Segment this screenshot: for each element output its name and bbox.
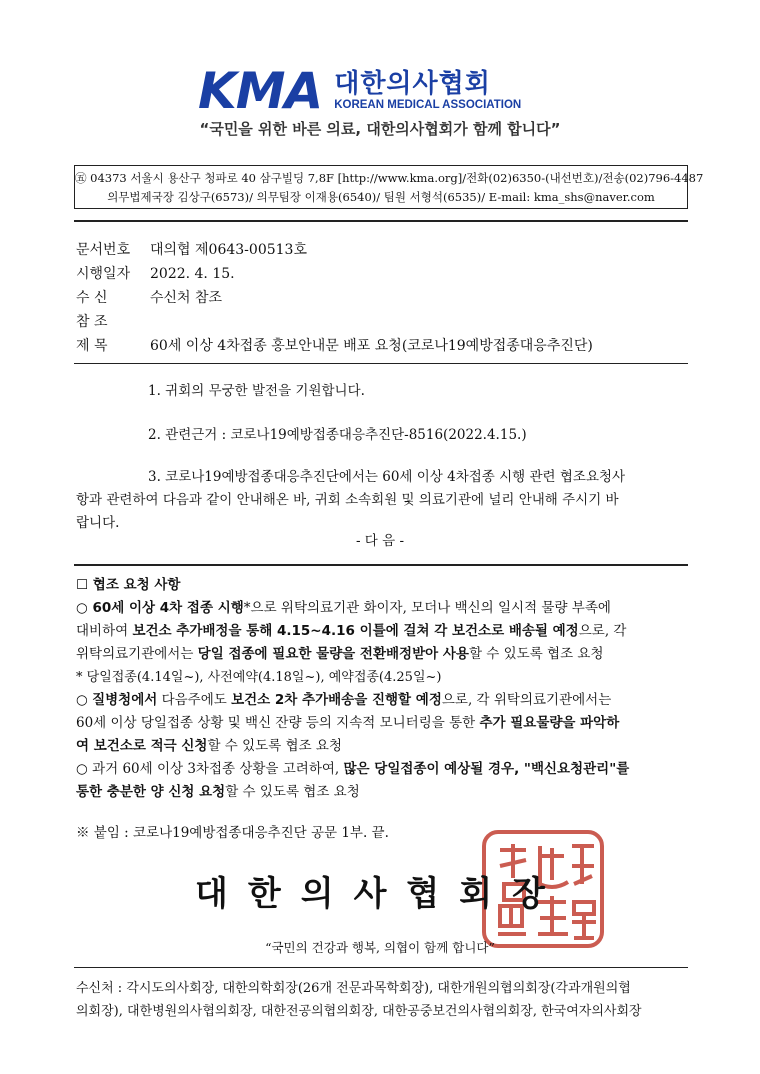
subject-label: 제 목	[76, 338, 108, 354]
body-paragraph-3-line-1: 3. 코로나19예방접종대응추진단에서는 60세 이상 4차접종 시행 관련 협조요청사	[148, 469, 626, 485]
recipient-label: 수 신	[76, 290, 108, 306]
request-item-1-line-1: ○ 60세 이상 4차 접종 시행*으로 위탁의료기관 화이자, 모더나 백신의 일시적 물량 부족에	[76, 600, 611, 616]
header-rule	[74, 220, 688, 222]
kma-logo	[198, 62, 522, 120]
doc-number-value: 대의협 제0643-00513호	[150, 242, 307, 258]
subject-value: 60세 이상 4차접종 홍보안내문 배포 요청(코로나19예방접종대응추진단)	[150, 338, 593, 354]
address-line-2: 의무법제국장 김상구(6573)/ 의무팀장 이재용(6540)/ 팀원 서형석(6535)/ E-mail: kma_shs@naver.com	[107, 190, 655, 204]
logo-english-name: KOREAN MEDICAL ASSOCIATION	[334, 99, 522, 111]
request-item-3-line-2: 통한 충분한 양 신청 요청할 수 있도록 협조 요청	[76, 784, 360, 800]
request-item-2-line-3: 여 보건소로 적극 신청할 수 있도록 협조 요청	[76, 738, 343, 754]
meta-rule	[74, 363, 688, 364]
body-paragraph-3-line-2: 항과 관련하여 다음과 같이 안내해온 바, 귀회 소속회원 및 의료기관에 널리 안내해 주시기 바	[76, 492, 619, 508]
body-paragraph-1: 1. 귀회의 무궁한 발전을 기원합니다.	[148, 383, 365, 399]
request-item-1-note: * 당일접종(4.14일~), 사전예약(4.18일~), 예약접종(4.25일~)	[76, 670, 442, 685]
date-value: 2022. 4. 15.	[150, 266, 235, 282]
doc-number-label: 문서번호	[76, 242, 131, 258]
closing-motto: “국민의 건강과 행복, 의협이 함께 합니다”	[265, 940, 495, 955]
recipients-line-2: 의회장), 대한병원의사협의회장, 대한전공의협의회장, 대한공중보건의사협의회장, 한국여자의사회장	[76, 1004, 642, 1019]
address-line-1: ㊄ 04373 서울시 용산구 청파로 40 삼구빌딩 7,8F [http://www.kma.org]/전화(02)6350-(내선번호)/전송(02)796-4487	[75, 171, 704, 185]
recipient-value: 수신처 참조	[150, 290, 223, 306]
request-item-2-line-2: 60세 이상 당일접종 상황 및 백신 잔량 등의 지속적 모니터링을 통한 추가 필요물량을 파악하	[76, 715, 620, 731]
requests-heading: ☐ 협조 요청 사항	[76, 577, 181, 593]
signer-title: 대한의사협회장	[195, 874, 565, 914]
requests-rule	[74, 564, 688, 566]
meta-date	[76, 264, 235, 285]
slogan: “국민을 위한 바른 의료, 대한의사협회가 함께 합니다”	[199, 120, 561, 138]
logo-mark: KMA	[198, 62, 323, 120]
recipients-line-1: 수신처 : 각시도의사회장, 대한의학회장(26개 전문과목학회장), 대한개원의협의회장(각과개원의협	[76, 981, 631, 996]
request-item-1-line-3: 위탁의료기관에서는 당일 접종에 필요한 물량을 전환배정받아 사용할 수 있도록 협조 요청	[76, 646, 604, 662]
reference-label: 참 조	[76, 314, 108, 330]
footer-rule	[74, 967, 688, 968]
request-item-3-line-1: ○ 과거 60세 이상 3차접종 상황을 고려하여, 많은 당일접종이 예상될 경우, "백신요청관리"를	[76, 761, 630, 777]
meta-recipient	[76, 288, 222, 309]
section-divider: - 다 음 -	[355, 533, 405, 549]
body-paragraph-2: 2. 관련근거 : 코로나19예방접종대응추진단-8516(2022.4.15.)	[148, 427, 527, 443]
meta-doc-number	[76, 240, 307, 261]
logo-korean-name: 대한의사협회	[334, 69, 491, 99]
address-box	[74, 165, 704, 209]
request-item-1-line-2: 대비하여 보건소 추가배정을 통해 4.15~4.16 이틀에 걸쳐 각 보건소로 배송될 예정으로, 각	[76, 623, 627, 639]
date-label: 시행일자	[76, 266, 131, 282]
meta-reference	[76, 312, 150, 333]
body-paragraph-3-line-3: 랍니다.	[76, 515, 120, 531]
request-item-2-line-1: ○ 질병청에서 다음주에도 보건소 2차 추가배송을 진행할 예정으로, 각 위탁의료기관에서는	[76, 692, 612, 708]
meta-subject	[76, 336, 593, 357]
attachment-note: ※ 붙임 : 코로나19예방접종대응추진단 공문 1부. 끝.	[76, 825, 389, 841]
